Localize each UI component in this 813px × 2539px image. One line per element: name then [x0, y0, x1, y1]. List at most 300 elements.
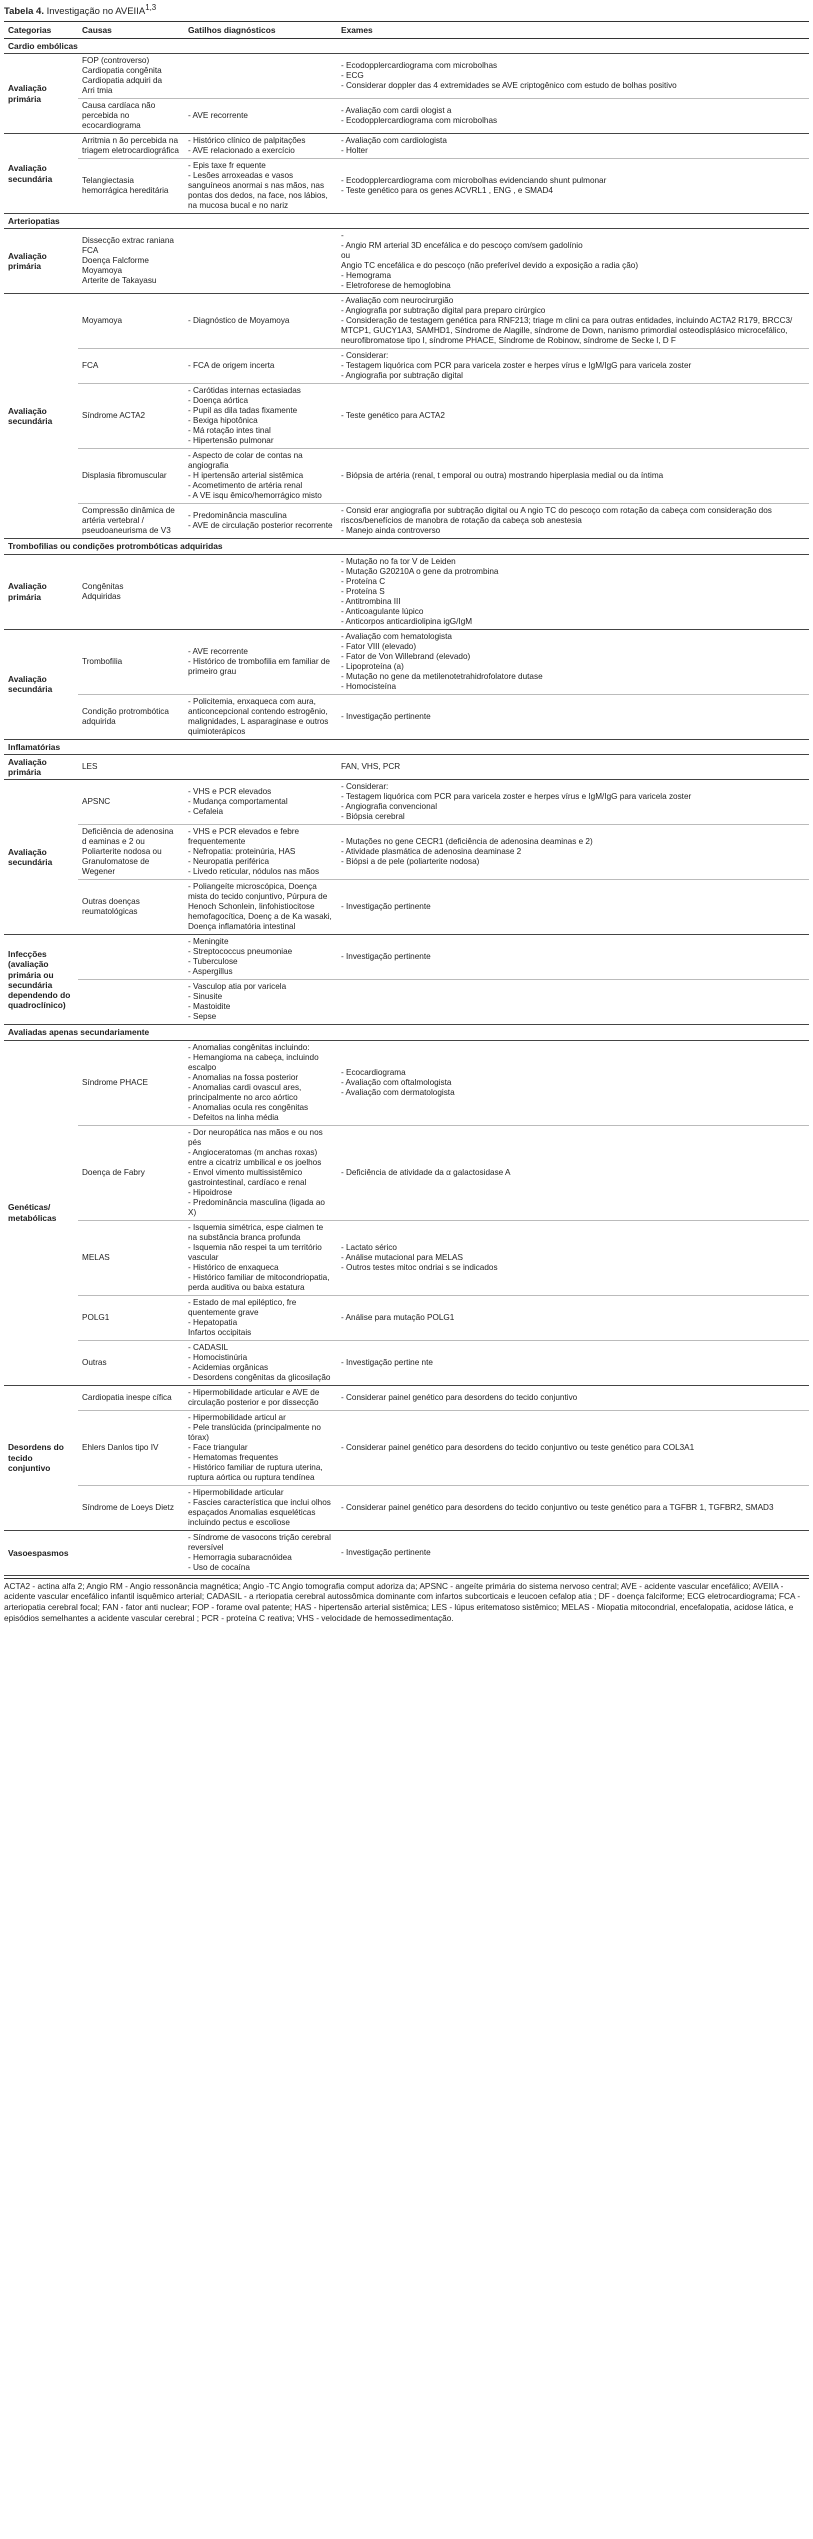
- causes-cell: [78, 1410, 184, 1485]
- cause-line: Causa cardíaca não percebida no ecocardiograma: [82, 101, 156, 131]
- trigger-line: - Hipermobilidade articular: [188, 1487, 284, 1497]
- trigger-line: - Bexiga hipotônica: [188, 416, 258, 426]
- exams-cell: [337, 1485, 809, 1530]
- exams-cell: [337, 1340, 809, 1385]
- triggers-cell: [184, 384, 337, 449]
- category-cell: Avaliação primária: [4, 554, 78, 629]
- causes-cell: [78, 1295, 184, 1340]
- exam-line: - Atividade plasmática de adenosina deaminase 2: [341, 847, 522, 857]
- cause-line: Cardiopatia adquiri da: [82, 76, 163, 86]
- trigger-line: - Predominância masculina (ligada ao X): [188, 1197, 325, 1217]
- cause-line: LES: [82, 762, 98, 772]
- section-heading-row: [4, 214, 809, 229]
- triggers-cell: [184, 694, 337, 739]
- trigger-line: - Estado de mal epiléptico, fre quentemente grave: [188, 1297, 297, 1317]
- trigger-line: - Cefaleia: [188, 807, 224, 817]
- trigger-line: - Lesões arroxeadas e vasos sanguíneos anormai s nas mãos, nas pontas dos dedos, na face, nos lábios, na mucosa bucal e no nariz: [188, 171, 328, 211]
- exam-line: - Avaliação com hematologista: [341, 631, 452, 641]
- triggers-cell: [184, 1295, 337, 1340]
- causes-cell: [78, 384, 184, 449]
- table-row: [4, 1220, 809, 1295]
- exam-line: - Ecocardiograma: [341, 1067, 406, 1077]
- exam-line: - Considerar:: [341, 351, 389, 361]
- exam-line: - Teste genético para os genes ACVRL1 , ENG , e SMAD4: [341, 186, 553, 196]
- triggers-cell: [184, 754, 337, 780]
- exams-cell: [337, 694, 809, 739]
- exam-line: - Fator VIII (elevado): [341, 641, 417, 651]
- causes-cell: [78, 694, 184, 739]
- table-row: [4, 1125, 809, 1220]
- exam-line: - Angiografia por subtração digital: [341, 371, 463, 381]
- causes-cell: [78, 159, 184, 214]
- trigger-line: - Hipermobilidade articular e AVE de circulação posterior e por dissecção: [188, 1387, 320, 1407]
- exam-line: - Proteína C: [341, 576, 386, 586]
- exam-line: - Manejo ainda controverso: [341, 526, 441, 536]
- category-cell: Avaliação primária: [4, 229, 78, 294]
- trigger-line: - VHS e PCR elevados: [188, 787, 272, 797]
- section-heading-row: [4, 739, 809, 754]
- exams-cell: [337, 754, 809, 780]
- category-cell: Avaliação secundária: [4, 294, 78, 539]
- exams-cell: [337, 449, 809, 504]
- causes-cell: [78, 980, 184, 1025]
- table-row: [4, 294, 809, 349]
- trigger-line: - Face triangular: [188, 1442, 248, 1452]
- exams-cell: [337, 1125, 809, 1220]
- table-title: Tabela 4. Investigação no AVEIIA$^{1,3}$: [4, 3, 157, 18]
- header-causas: Causas: [78, 21, 184, 38]
- exam-line: - Homocisteína: [341, 681, 397, 691]
- exam-line: - Considerar painel genético para desordens do tecido conjuntivo ou teste genético para a TGFBR 1, TGFBR2, SMAD3: [341, 1502, 774, 1512]
- triggers-cell: [184, 1410, 337, 1485]
- exams-cell: [337, 880, 809, 935]
- trigger-line: - Síndrome de vasocons trição cerebral reversível: [188, 1532, 331, 1552]
- exams-cell: [337, 384, 809, 449]
- triggers-cell: [184, 134, 337, 159]
- trigger-line: - AVE recorrente: [188, 111, 248, 121]
- table-row: [4, 1410, 809, 1485]
- causes-cell: [78, 629, 184, 694]
- section-heading-row: [4, 1025, 809, 1040]
- exams-cell: [337, 349, 809, 384]
- trigger-line: - Aspergillus: [188, 967, 233, 977]
- causes-cell: [78, 1125, 184, 1220]
- exam-line: - Eletroforese de hemoglobina: [341, 281, 451, 291]
- cause-line: Arri tmia: [82, 86, 113, 96]
- header-row: [4, 21, 809, 38]
- trigger-line: - Histórico clínico de palpitações: [188, 136, 306, 146]
- header-categorias: Categorias: [4, 21, 78, 38]
- trigger-line: - Homocistinúria: [188, 1352, 248, 1362]
- exams-cell: [337, 159, 809, 214]
- causes-cell: [78, 780, 184, 825]
- triggers-cell: [184, 1040, 337, 1125]
- exam-line: - Fator de Von Willebrand (elevado): [341, 651, 471, 661]
- exam-line: - Holter: [341, 146, 368, 156]
- trigger-line: - Envol vimento multissistêmico gastrointestinal, cardíaco e renal: [188, 1167, 307, 1187]
- exam-line: - Testagem liquórica com PCR para varicela zoster e herpes vírus e IgM/IgG para varicela zoster: [341, 792, 692, 802]
- trigger-line: - Mudança comportamental: [188, 797, 288, 807]
- trigger-line: - Pele translúcida (principalmente no tórax): [188, 1422, 321, 1442]
- trigger-line: - Histórico de trombofilia em familiar de primeiro grau: [188, 656, 330, 676]
- triggers-cell: [184, 825, 337, 880]
- exams-cell: [337, 294, 809, 349]
- category-cell: Avaliação primária: [4, 754, 78, 780]
- cause-line: Congênitas: [82, 581, 124, 591]
- cause-line: FCA: [82, 361, 99, 371]
- section-heading: Arteriopatias: [4, 214, 809, 229]
- exams-cell: [337, 1410, 809, 1485]
- causes-cell: [78, 134, 184, 159]
- exam-line: - Outros testes mitoc ondriai s se indicados: [341, 1262, 498, 1272]
- trigger-line: - Histórico de enxaqueca: [188, 1262, 279, 1272]
- causes-cell: [78, 449, 184, 504]
- trigger-line: - Sepse: [188, 1012, 217, 1022]
- cause-line: Ehlers Danlos tipo IV: [82, 1442, 159, 1452]
- category-cell: Desordens do tecido conjuntivo: [4, 1385, 78, 1530]
- causes-cell: [78, 54, 184, 99]
- trigger-line: - Epis taxe fr equente: [188, 161, 266, 171]
- cause-line: Dissecção extrac raniana: [82, 236, 174, 246]
- trigger-line: - Doença aórtica: [188, 396, 249, 406]
- exams-cell: [337, 629, 809, 694]
- trigger-line: - Uso de cocaína: [188, 1562, 250, 1572]
- trigger-line: - Histórico familiar de ruptura uterina, ruptura aórtica ou ruptura tendínea: [188, 1462, 323, 1482]
- cause-line: Condição protrombótica adquirida: [82, 706, 169, 726]
- causes-cell: [78, 99, 184, 134]
- exam-line: - Considerar painel genético para desordens do tecido conjuntivo ou teste genético para COL3A1: [341, 1442, 695, 1452]
- cause-line: Doença de Fabry: [82, 1167, 145, 1177]
- table-row: [4, 134, 809, 159]
- causes-cell: [78, 754, 184, 780]
- table-row: [4, 54, 809, 99]
- exams-cell: [337, 780, 809, 825]
- exam-line: Angio TC encefálica e do pescoço (não preferível devido a exposição a radia ção): [341, 261, 639, 271]
- exam-line: FAN, VHS, PCR: [341, 762, 401, 772]
- cause-line: MELAS: [82, 1252, 110, 1262]
- table-body: [4, 38, 809, 1575]
- section-heading-row: [4, 539, 809, 554]
- trigger-line: - Fascies característica que inclui olhos espaçados Anomalias esqueléticas incluindo pectus e escoliose: [188, 1497, 331, 1527]
- category-cell: Avaliação primária: [4, 54, 78, 134]
- cause-line: Deficiência de adenosina d eaminas e 2 ou Poliarterite nodosa ou Granulomatose de Wegener: [82, 827, 174, 877]
- table-row: [4, 504, 809, 539]
- trigger-line: - Streptococcus pneumoniae: [188, 947, 293, 957]
- exam-line: - Antitrombina III: [341, 596, 401, 606]
- trigger-line: - Anomalias na fossa posterior: [188, 1072, 299, 1082]
- triggers-cell: [184, 1125, 337, 1220]
- section-heading-row: [4, 38, 809, 53]
- triggers-cell: [184, 449, 337, 504]
- trigger-line: - AVE recorrente: [188, 646, 248, 656]
- table-row: [4, 1485, 809, 1530]
- exam-line: - Deficiência de atividade da α galactosidase A: [341, 1167, 511, 1177]
- exam-line: - Mutações no gene CECR1 (deficiência de adenosina deaminas e 2): [341, 837, 593, 847]
- causes-cell: [78, 229, 184, 294]
- exams-cell: [337, 99, 809, 134]
- causes-cell: [78, 504, 184, 539]
- trigger-line: - VHS e PCR elevados e febre frequentemente: [188, 827, 300, 847]
- table-row: [4, 694, 809, 739]
- section-heading: Avaliadas apenas secundariamente: [4, 1025, 809, 1040]
- trigger-line: - Livedo reticular, nódulos nas mãos: [188, 867, 320, 877]
- exams-cell: [337, 935, 809, 980]
- exam-line: - Considerar:: [341, 782, 389, 792]
- triggers-cell: [184, 1485, 337, 1530]
- exam-line: - Considerar painel genético para desordens do tecido conjuntivo: [341, 1392, 578, 1402]
- triggers-cell: [184, 935, 337, 980]
- table-row: [4, 349, 809, 384]
- category-cell: Avaliação secundária: [4, 134, 78, 214]
- trigger-line: - Predominância masculina: [188, 511, 287, 521]
- causes-cell: [78, 880, 184, 935]
- trigger-line: - Policitemia, enxaqueca com aura, anticoncepcional contendo estrogênio, malignidades, L asparaginase e outros quimioterápicos: [188, 696, 329, 736]
- causes-cell: [78, 554, 184, 629]
- investigation-table: [4, 21, 809, 1576]
- exam-line: - Angiografia convencional: [341, 802, 438, 812]
- trigger-line: - Hemangioma na cabeça, incluindo escalpo: [188, 1052, 319, 1072]
- causes-cell: [78, 294, 184, 349]
- triggers-cell: [184, 159, 337, 214]
- cause-line: Trombofilia: [82, 656, 123, 666]
- trigger-line: - Hemorragia subaracnóidea: [188, 1552, 292, 1562]
- exam-line: - Investigação pertinente: [341, 952, 431, 962]
- cause-line: Outras: [82, 1357, 107, 1367]
- causes-cell: [78, 1340, 184, 1385]
- trigger-line: Infartos occipitais: [188, 1327, 252, 1337]
- exam-line: - Biópsia cerebral: [341, 812, 405, 822]
- cause-line: Síndrome PHACE: [82, 1077, 148, 1087]
- trigger-line: - Hipertensão pulmonar: [188, 436, 274, 446]
- exams-cell: [337, 229, 809, 294]
- exam-line: - Proteína S: [341, 586, 385, 596]
- table-row: [4, 1530, 809, 1575]
- category-cell: Infecções (avaliação primária ou secundária dependendo do quadroclínico): [4, 935, 78, 1025]
- exams-cell: [337, 554, 809, 629]
- exam-line: - Considerar doppler das 4 extremidades se AVE criptogênico com estudo de bolhas positivo: [341, 81, 677, 91]
- exam-line: - Biópsia de artéria (renal, t emporal ou outra) mostrando hiperplasia medial ou da íntima: [341, 471, 664, 481]
- exams-cell: [337, 1220, 809, 1295]
- exam-line: - Ecodopplercardiograma com microbolhas: [341, 116, 498, 126]
- trigger-line: - Dor neuropática nas mãos e ou nos pés: [188, 1127, 323, 1147]
- trigger-line: - Sinusite: [188, 992, 223, 1002]
- table-row: [4, 825, 809, 880]
- table-row: [4, 554, 809, 629]
- exam-line: - Testagem liquórica com PCR para varicela zoster e herpes vírus e IgM/IgG para varicela zoster: [341, 361, 692, 371]
- header-exames: Exames: [337, 21, 809, 38]
- exam-line: - Biópsi a de pele (poliarterite nodosa): [341, 857, 480, 867]
- triggers-cell: [184, 1340, 337, 1385]
- trigger-line: - Hematomas frequentes: [188, 1452, 279, 1462]
- table-row: [4, 935, 809, 980]
- exam-line: - Angio RM arterial 3D encefálica e do pescoço com/sem gadolínio: [341, 241, 583, 251]
- exams-cell: [337, 980, 809, 1025]
- causes-cell: [78, 1220, 184, 1295]
- exam-line: - Avaliação com neurocirurgião: [341, 296, 454, 306]
- exam-line: - Ecodopplercardiograma com microbolhas evidenciando shunt pulmonar: [341, 176, 607, 186]
- trigger-line: - Acidemias orgânicas: [188, 1362, 269, 1372]
- cause-line: Telangiectasia hemorrágica hereditária: [82, 176, 169, 196]
- trigger-line: - Anomalias cardi ovascul ares, principalmente no arco aórtico: [188, 1082, 302, 1102]
- cause-line: Displasia fibromuscular: [82, 471, 167, 481]
- triggers-cell: [184, 554, 337, 629]
- trigger-line: - Hepatopatia: [188, 1317, 238, 1327]
- table-row: [4, 1040, 809, 1125]
- trigger-line: - Pupil as dila tadas fixamente: [188, 406, 298, 416]
- exam-line: - Ecodopplercardiograma com microbolhas: [341, 61, 498, 71]
- exam-line: - Anticoagulante lúpico: [341, 606, 424, 616]
- triggers-cell: [184, 99, 337, 134]
- exam-line: - Mutação no gene da metilenotetrahidrofolatore dutase: [341, 671, 543, 681]
- exam-line: - Análise mutacional para MELAS: [341, 1252, 463, 1262]
- table-row: [4, 880, 809, 935]
- cause-line: FOP (controverso): [82, 56, 150, 66]
- trigger-line: - AVE de circulação posterior recorrente: [188, 521, 333, 531]
- footnote: ACTA2 - actina alfa 2; Angio RM - Angio ressonância magnética; Angio -TC Angio tomografia comput adoriza da; APSNC - angeíte primária do sistema nervoso central; AVE - acidente vascular encefálico; AVEIIA - acidente vascular encefálico infantil isquêmico arterial; CADASIL - a rteriopatia cerebral autossômica dominante com infartos subcorticais e leucoen cefalop atia ; DF - doença falciforme; ECG eletrocardiograma; FCA - arteriopatia cerebral focal; FAN - fator anti nuclear; FOP - forame oval patente; HAS - hipertensão arterial sistêmica; LES - lúpus eritematoso sistêmico; MELAS - Miopatia mitocondrial, encefalopatia, acidose lática, e episódios semelhantes a acidente vascular cerebral ; PCR - proteína C reativa; VHS - velocidade de hemossedimentação.: [4, 1578, 809, 1623]
- category-cell: Vasoespasmos: [4, 1530, 78, 1575]
- trigger-line: - FCA de origem incerta: [188, 361, 275, 371]
- trigger-line: - Poliangeíte microscópica, Doença mista do tecido conjuntivo, Púrpura de Henoch Schonlein, linfohistiocitose hemofagocítica, Doenç a de Ka wasaki, Doença inflamatória intestinal: [188, 882, 332, 932]
- table-row: [4, 629, 809, 694]
- exams-cell: [337, 825, 809, 880]
- category-cell: Genéticas/ metabólicas: [4, 1040, 78, 1385]
- exams-cell: [337, 134, 809, 159]
- causes-cell: [78, 349, 184, 384]
- exam-line: - Mutação no fa tor V de Leiden: [341, 556, 456, 566]
- causes-cell: [78, 1485, 184, 1530]
- triggers-cell: [184, 504, 337, 539]
- cause-line: Doença Falcforme: [82, 256, 149, 266]
- table-row: [4, 980, 809, 1025]
- triggers-cell: [184, 1530, 337, 1575]
- trigger-line: - CADASIL: [188, 1342, 229, 1352]
- causes-cell: [78, 1385, 184, 1410]
- trigger-line: - Hipermobilidade articul ar: [188, 1412, 286, 1422]
- cause-line: Cardiopatia congênita: [82, 66, 162, 76]
- cause-line: Adquiridas: [82, 591, 121, 601]
- trigger-line: - Angioceratomas (m anchas roxas) entre a cicatriz umbilical e os joelhos: [188, 1147, 322, 1167]
- trigger-line: - Anomalias ocula res congênitas: [188, 1102, 309, 1112]
- exam-line: - ECG: [341, 71, 364, 81]
- exam-line: - Avaliação com cardiologista: [341, 136, 447, 146]
- exam-line: - Lactato sérico: [341, 1242, 397, 1252]
- exam-line: -: [341, 231, 344, 241]
- cause-line: POLG1: [82, 1312, 110, 1322]
- exam-line: ou: [341, 251, 351, 261]
- cause-line: FCA: [82, 246, 99, 256]
- exam-line: - Anticorpos anticardiolipina igG/IgM: [341, 616, 473, 626]
- exam-line: - Investigação pertinente: [341, 1547, 431, 1557]
- triggers-cell: [184, 294, 337, 349]
- triggers-cell: [184, 54, 337, 99]
- trigger-line: - Acometimento de artéria renal: [188, 481, 303, 491]
- trigger-line: - A VE isqu êmico/hemorrágico misto: [188, 491, 322, 501]
- triggers-cell: [184, 980, 337, 1025]
- table-row: [4, 1385, 809, 1410]
- trigger-line: - AVE relacionado a exercício: [188, 146, 295, 156]
- exams-cell: [337, 1040, 809, 1125]
- table-row: [4, 159, 809, 214]
- category-cell: Avaliação secundária: [4, 780, 78, 935]
- exam-line: - Teste genético para ACTA2: [341, 411, 445, 421]
- trigger-line: - Diagnóstico de Moyamoya: [188, 316, 290, 326]
- section-heading: Cardio embólicas: [4, 38, 809, 53]
- causes-cell: [78, 935, 184, 980]
- exam-line: - Avaliação com dermatologista: [341, 1087, 455, 1097]
- trigger-line: - Hipoidrose: [188, 1187, 233, 1197]
- triggers-cell: [184, 1220, 337, 1295]
- causes-cell: [78, 825, 184, 880]
- trigger-line: - Anomalias congênitas incluindo:: [188, 1042, 310, 1052]
- triggers-cell: [184, 629, 337, 694]
- cause-line: Síndrome ACTA2: [82, 411, 146, 421]
- triggers-cell: [184, 780, 337, 825]
- table-row: [4, 384, 809, 449]
- cause-line: Cardiopatia inespe cífica: [82, 1392, 172, 1402]
- table-row: [4, 754, 809, 780]
- section-heading: Inflamatórias: [4, 739, 809, 754]
- exams-cell: [337, 54, 809, 99]
- cause-line: Síndrome de Loeys Dietz: [82, 1502, 174, 1512]
- exam-line: - Angiografia por subtração digital para preparo cirúrgico: [341, 306, 546, 316]
- exam-line: - Avaliação com oftalmologista: [341, 1077, 452, 1087]
- triggers-cell: [184, 229, 337, 294]
- exam-line: - Avaliação com cardi ologist a: [341, 106, 452, 116]
- cause-line: Arterite de Takayasu: [82, 276, 157, 286]
- table-row: [4, 99, 809, 134]
- trigger-line: - Tuberculose: [188, 957, 238, 967]
- section-heading: Trombofilias ou condições protrombóticas adquiridas: [4, 539, 809, 554]
- triggers-cell: [184, 1385, 337, 1410]
- exam-line: - Análise para mutação POLG1: [341, 1312, 455, 1322]
- trigger-line: - Isquemia simétrica, espe cialmen te na substância branca profunda: [188, 1222, 324, 1242]
- exams-cell: [337, 1295, 809, 1340]
- trigger-line: - Nefropatia: proteinúria, HAS: [188, 847, 296, 857]
- trigger-line: - Neuropatia periférica: [188, 857, 270, 867]
- table-row: [4, 780, 809, 825]
- exam-line: - Consid erar angiografia por subtração digital ou A ngio TC do pescoço com rotação da cabeça com consideração dos riscos/benefícios de manobra de rotação da cabeça sob anestesia: [341, 506, 772, 526]
- trigger-line: - H ipertensão arterial sistêmica: [188, 471, 304, 481]
- table-row: [4, 229, 809, 294]
- cause-line: Moyamoya: [82, 316, 123, 326]
- cause-line: Moyamoya: [82, 266, 123, 276]
- exam-line: - Lipoproteína (a): [341, 661, 404, 671]
- trigger-line: - Má rotação intes tinal: [188, 426, 271, 436]
- exams-cell: [337, 1530, 809, 1575]
- exams-cell: [337, 1385, 809, 1410]
- trigger-line: - Desordens congênitas da glicosilação: [188, 1372, 331, 1382]
- trigger-line: - Vasculop atia por varicela: [188, 982, 287, 992]
- trigger-line: - Aspecto de colar de contas na angiografia: [188, 451, 303, 471]
- exam-line: - Hemograma: [341, 271, 392, 281]
- category-cell: Avaliação secundária: [4, 629, 78, 739]
- cause-line: Compressão dinâmica de artéria vertebral / pseudoaneurisma de V3: [82, 506, 175, 536]
- cause-line: APSNC: [82, 797, 111, 807]
- exam-line: - Investigação pertine nte: [341, 1357, 433, 1367]
- trigger-line: - Isquemia não respei ta um território vascular: [188, 1242, 322, 1262]
- trigger-line: - Carótidas internas ectasiadas: [188, 386, 301, 396]
- table-row: [4, 449, 809, 504]
- trigger-line: - Histórico familiar de mitocondriopatia, perda auditiva ou baixa estatura: [188, 1272, 330, 1292]
- exam-line: - Investigação pertinente: [341, 711, 431, 721]
- exams-cell: [337, 504, 809, 539]
- table-row: [4, 1295, 809, 1340]
- cause-line: Arritmia n ão percebida na triagem eletrocardiográfica: [82, 136, 179, 156]
- triggers-cell: [184, 349, 337, 384]
- causes-cell: [78, 1530, 184, 1575]
- triggers-cell: [184, 880, 337, 935]
- table-row: [4, 1340, 809, 1385]
